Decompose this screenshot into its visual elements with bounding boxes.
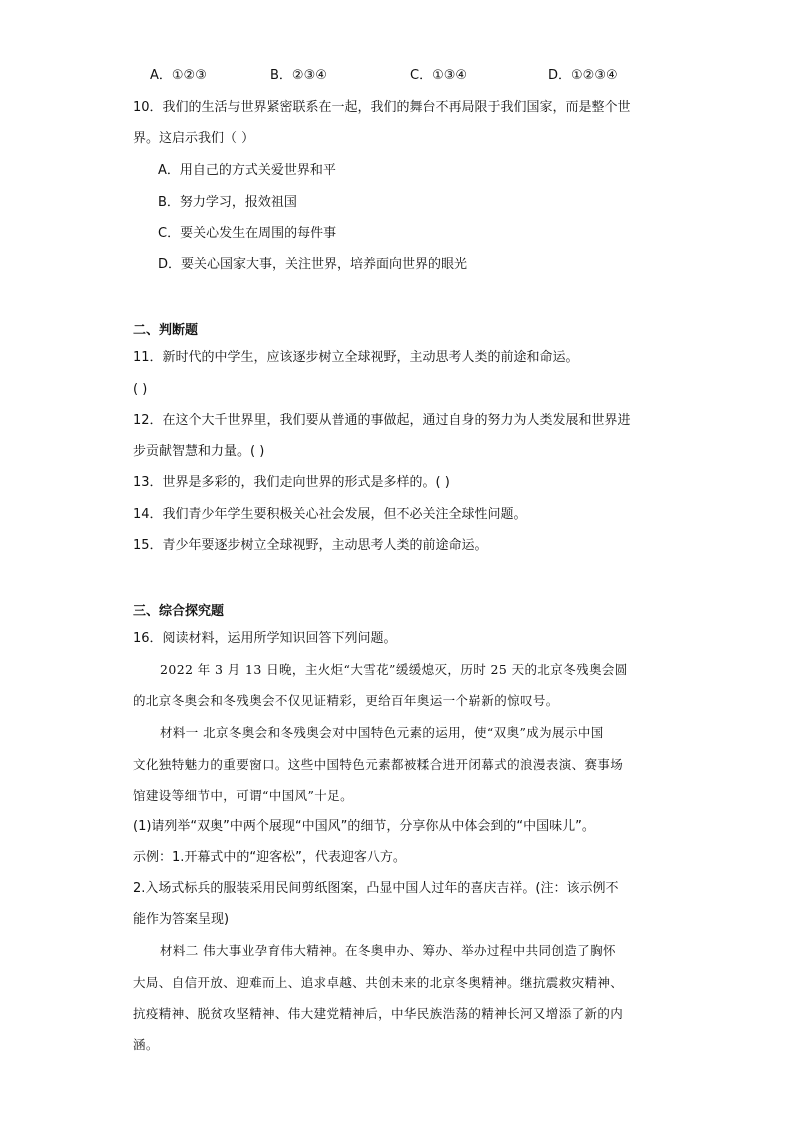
section-title-judgment: 二、判断题 (133, 323, 199, 338)
material2-line1: 材料二 伟大事业孕育伟大精神。在冬奥申办、筹办、举办过程中共同创造了胸怀 (160, 943, 616, 958)
q14: 14．我们青少年学生要积极关心社会发展，但不必关注全球性问题。 (133, 507, 527, 522)
q10-option-c: C．要关心发生在周围的每件事 (158, 226, 337, 241)
q12-line1: 12．在这个大千世界里，我们要从普通的事做起，通过自身的努力为人类发展和世界进 (133, 413, 631, 428)
q9-option-a: A．①②③ (150, 68, 207, 83)
q9-option-c: C．①③④ (410, 68, 468, 83)
material2-line2: 大局、自信开放、迎难而上、追求卓越、共创未来的北京冬奥精神。继抗震救灾精神、 (133, 975, 624, 990)
example-line2: 2.入场式标兵的服装采用民间剪纸图案，凸显中国人过年的喜庆吉祥。(注：该示例不 (133, 881, 619, 896)
example-line3: 能作为答案呈现) (133, 912, 230, 927)
q12-line2: 步贡献智慧和力量。( ) (133, 444, 265, 459)
example-line1: 示例：1.开幕式中的“迎客松”，代表迎客八方。 (133, 850, 406, 865)
material2-line4: 涵。 (133, 1037, 159, 1052)
subquestion-1: (1)请列举“双奥”中两个展现“中国风”的细节，分享你从中体会到的“中国味儿”。 (133, 819, 595, 834)
material1-line3: 馆建设等细节中，可谓“中国风”十足。 (133, 788, 353, 803)
q9-option-d: D．①②③④ (548, 68, 618, 83)
intro-line1: 2022 年 3 月 13 日晚，主火炬“大雪花”缓缓熄灭，历时 25 天的北京冬残奥会圆 (160, 662, 628, 677)
material1-line2: 文化独特魅力的重要窗口。这些中国特色元素都被糅合进开闭幕式的浪漫表演、赛事场 (133, 757, 624, 772)
q10-option-a: A．用自己的方式关爱世界和平 (158, 163, 336, 178)
material1-line1: 材料一 北京冬奥会和冬残奥会对中国特色元素的运用，使“双奥”成为展示中国 (160, 725, 604, 740)
q16-stem: 16．阅读材料，运用所学知识回答下列问题。 (133, 631, 397, 646)
material2-line3: 抗疫精神、脱贫攻坚精神、伟大建党精神后，中华民族浩荡的精神长河又增添了新的内 (133, 1006, 624, 1021)
section-title-comprehensive: 三、综合探究题 (133, 604, 225, 619)
q10-stem-line2: 界。这启示我们（ ） (133, 131, 255, 146)
intro-line2: 的北京冬奥会和冬残奥会不仅见证精彩，更给百年奥运一个崭新的惊叹号。 (133, 693, 559, 708)
q10-option-d: D．要关心国家大事，关注世界，培养面向世界的眼光 (158, 257, 468, 272)
q11-line1: 11．新时代的中学生，应该逐步树立全球视野，主动思考人类的前途和命运。 (133, 350, 579, 365)
q13: 13．世界是多彩的，我们走向世界的形式是多样的。( ) (133, 475, 450, 490)
q9-option-b: B．②③④ (270, 68, 327, 83)
q15: 15．青少年要逐步树立全球视野，主动思考人类的前途命运。 (133, 538, 488, 553)
q10-option-b: B．努力学习，报效祖国 (158, 195, 297, 210)
q11-answer-blank: ( ) (133, 382, 148, 397)
q10-stem-line1: 10．我们的生活与世界紧密联系在一起，我们的舞台不再局限于我们国家，而是整个世 (133, 100, 631, 115)
